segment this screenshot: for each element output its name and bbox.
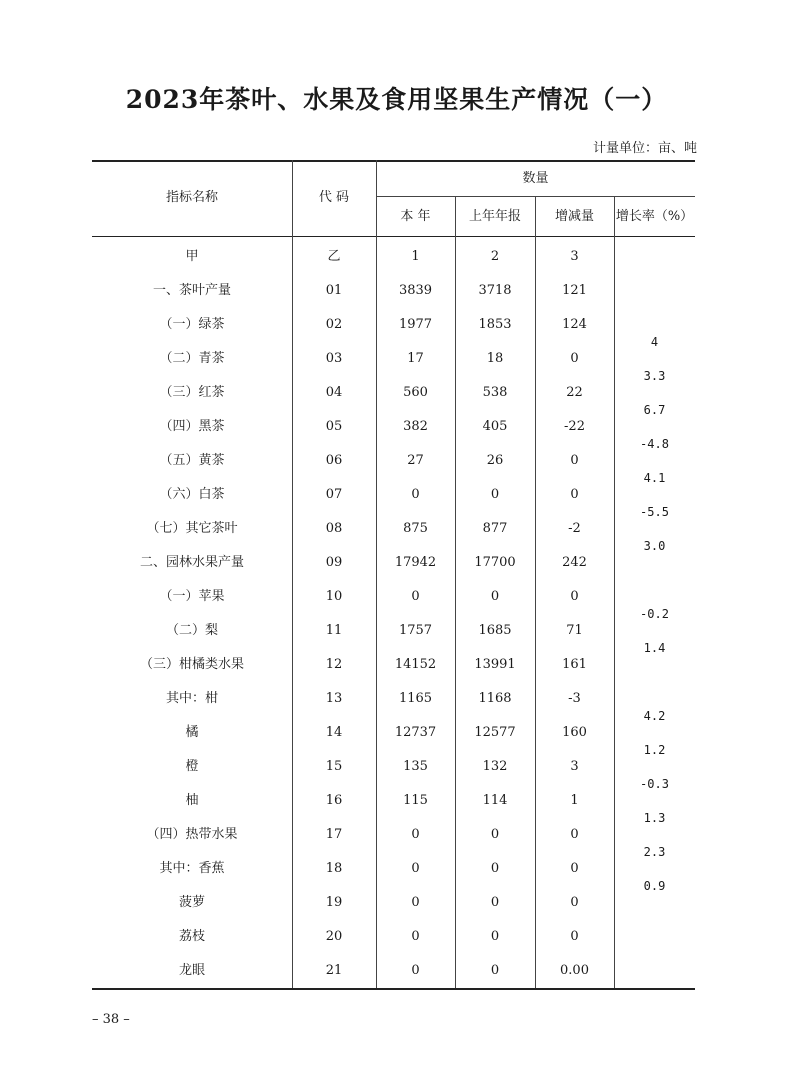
table-bottom-rule (92, 988, 695, 990)
cell-code: 07 (325, 487, 343, 502)
cell-change: -22 (564, 419, 585, 434)
cell-rate: -0.2 (640, 607, 669, 621)
cell-this-year: 0 (411, 929, 420, 944)
cell-code: 19 (325, 895, 343, 910)
cell-change: -2 (568, 521, 581, 536)
cell-this-year: 1757 (398, 623, 433, 638)
cell-change: 0.00 (560, 963, 589, 978)
data-table (92, 160, 695, 990)
cell-name: 其中：柑 (165, 691, 218, 706)
cell-this-year: 1977 (398, 317, 433, 332)
cell-name: （七）其它茶叶 (146, 521, 238, 536)
cell-change: 121 (562, 283, 587, 298)
cell-last-year: 114 (482, 793, 508, 808)
cell-rate: 1.4 (643, 641, 666, 655)
cell-this-year: 560 (403, 385, 428, 400)
cell-change: 124 (562, 317, 587, 332)
cell-change: 3 (570, 249, 579, 264)
cell-name: 甲 (185, 249, 199, 264)
cell-last-year: 26 (486, 453, 504, 468)
cell-change: 1 (570, 793, 579, 808)
cell-last-year: 0 (490, 827, 500, 842)
cell-rate: -4.8 (640, 437, 669, 451)
cell-this-year: 14152 (394, 657, 437, 672)
header-rate: 增长率（%） (615, 209, 694, 224)
page-title: 2023年茶叶、水果及食用坚果生产情况（一） (125, 85, 668, 114)
cell-code: 12 (325, 657, 343, 672)
cell-name: 二、园林水果产量 (139, 555, 244, 570)
cell-name: 荔枝 (178, 929, 205, 944)
cell-code: 15 (325, 759, 343, 774)
cell-last-year: 17700 (474, 555, 516, 570)
header-quantity: 数量 (522, 171, 549, 186)
cell-this-year: 135 (403, 759, 428, 774)
cell-change: -3 (568, 691, 581, 706)
cell-name: （四）热带水果 (146, 827, 238, 842)
cell-last-year: 0 (490, 963, 500, 978)
cell-code: 08 (325, 521, 343, 536)
cell-rate: 3.3 (643, 369, 666, 383)
cell-last-year: 405 (482, 419, 508, 434)
cell-code: 02 (325, 317, 343, 332)
cell-rate: 4.1 (643, 471, 666, 485)
cell-this-year: 0 (411, 963, 420, 978)
cell-code: 21 (325, 963, 343, 978)
cell-rate: 3.0 (643, 539, 666, 553)
cell-name: 龙眼 (178, 963, 205, 978)
cell-name: （五）黄茶 (159, 453, 225, 468)
cell-code: 11 (325, 623, 343, 638)
cell-code: 03 (325, 351, 343, 366)
table-top-rule (92, 160, 695, 162)
cell-last-year: 1853 (478, 317, 512, 332)
cell-change: 71 (566, 623, 583, 638)
cell-code: 01 (325, 283, 343, 298)
cell-this-year: 17 (407, 351, 424, 366)
cell-change: 0 (570, 453, 579, 468)
cell-code: 09 (325, 555, 343, 570)
cell-code: 乙 (327, 249, 341, 264)
cell-this-year: 3839 (398, 283, 433, 298)
cell-code: 05 (325, 419, 343, 434)
cell-code: 20 (325, 929, 343, 944)
cell-last-year: 538 (482, 385, 508, 400)
cell-name: 其中：香蕉 (159, 861, 225, 876)
cell-last-year: 877 (482, 521, 508, 536)
cell-last-year: 1168 (478, 691, 512, 706)
cell-name: 橘 (185, 725, 199, 740)
cell-rate: -5.5 (640, 505, 669, 519)
cell-change: 0 (570, 895, 579, 910)
cell-rate: 1.2 (643, 743, 666, 757)
cell-this-year: 0 (411, 589, 420, 604)
cell-name: （三）红茶 (159, 385, 225, 400)
cell-name: （三）柑橘类水果 (139, 657, 244, 672)
cell-change: 22 (566, 385, 583, 400)
cell-last-year: 0 (490, 929, 500, 944)
cell-change: 242 (562, 555, 587, 570)
cell-last-year: 12577 (474, 725, 516, 740)
cell-this-year: 875 (403, 521, 428, 536)
cell-last-year: 2 (490, 249, 500, 264)
cell-last-year: 0 (490, 589, 500, 604)
cell-code: 13 (325, 691, 343, 706)
header-this-year: 本 年 (400, 209, 431, 224)
cell-rate: 2.3 (643, 845, 666, 859)
cell-code: 18 (325, 861, 343, 876)
header-name: 指标名称 (165, 190, 218, 205)
cell-name: （二）青茶 (159, 351, 225, 366)
cell-name: 一、茶叶产量 (152, 283, 231, 298)
unit-label: 计量单位：亩、吨 (592, 141, 697, 156)
cell-code: 06 (325, 453, 343, 468)
cell-last-year: 1685 (478, 623, 512, 638)
header-bottom-rule (92, 236, 695, 237)
cell-name: （一）绿茶 (159, 317, 225, 332)
cell-change: 3 (570, 759, 579, 774)
header-code: 代 码 (318, 190, 350, 205)
cell-rate: -0.3 (640, 777, 669, 791)
cell-change: 0 (570, 861, 579, 876)
cell-this-year: 0 (411, 487, 420, 502)
cell-change: 0 (570, 351, 579, 366)
cell-this-year: 1 (411, 249, 420, 264)
cell-last-year: 18 (486, 351, 504, 366)
cell-this-year: 12737 (394, 725, 437, 740)
header-last-year: 上年年报 (468, 209, 521, 224)
cell-this-year: 17942 (394, 555, 437, 570)
cell-rate: 6.7 (643, 403, 666, 417)
cell-last-year: 3718 (478, 283, 512, 298)
page-number: – 38 – (92, 1012, 130, 1027)
cell-this-year: 0 (411, 827, 420, 842)
cell-this-year: 115 (403, 793, 428, 808)
cell-rate: 0.9 (643, 879, 666, 893)
cell-this-year: 1165 (398, 691, 433, 706)
header-change: 增减量 (554, 209, 594, 224)
cell-rate: 1.3 (643, 811, 666, 825)
cell-change: 0 (570, 929, 579, 944)
cell-change: 0 (570, 487, 579, 502)
cell-last-year: 0 (490, 895, 500, 910)
cell-code: 14 (325, 725, 343, 740)
cell-name: （一）苹果 (159, 589, 225, 604)
cell-name: （六）白茶 (159, 487, 225, 502)
cell-this-year: 0 (411, 895, 420, 910)
cell-change: 161 (562, 657, 587, 672)
cell-name: （四）黑茶 (159, 419, 225, 434)
cell-code: 10 (325, 589, 343, 604)
cell-last-year: 0 (490, 861, 500, 876)
column-divider (614, 197, 615, 988)
cell-this-year: 382 (403, 419, 428, 434)
cell-name: 柚 (185, 793, 199, 808)
cell-rate: 4 (650, 335, 659, 349)
cell-code: 16 (325, 793, 343, 808)
cell-this-year: 27 (407, 453, 424, 468)
cell-last-year: 0 (490, 487, 500, 502)
cell-change: 160 (562, 725, 587, 740)
cell-last-year: 13991 (474, 657, 516, 672)
cell-change: 0 (570, 589, 579, 604)
cell-change: 0 (570, 827, 579, 842)
cell-code: 04 (325, 385, 343, 400)
cell-name: （二）梨 (165, 623, 218, 638)
cell-name: 橙 (185, 759, 199, 774)
cell-this-year: 0 (411, 861, 420, 876)
cell-last-year: 132 (482, 759, 508, 774)
cell-name: 菠萝 (178, 895, 205, 910)
cell-rate: 4.2 (643, 709, 666, 723)
cell-code: 17 (325, 827, 343, 842)
